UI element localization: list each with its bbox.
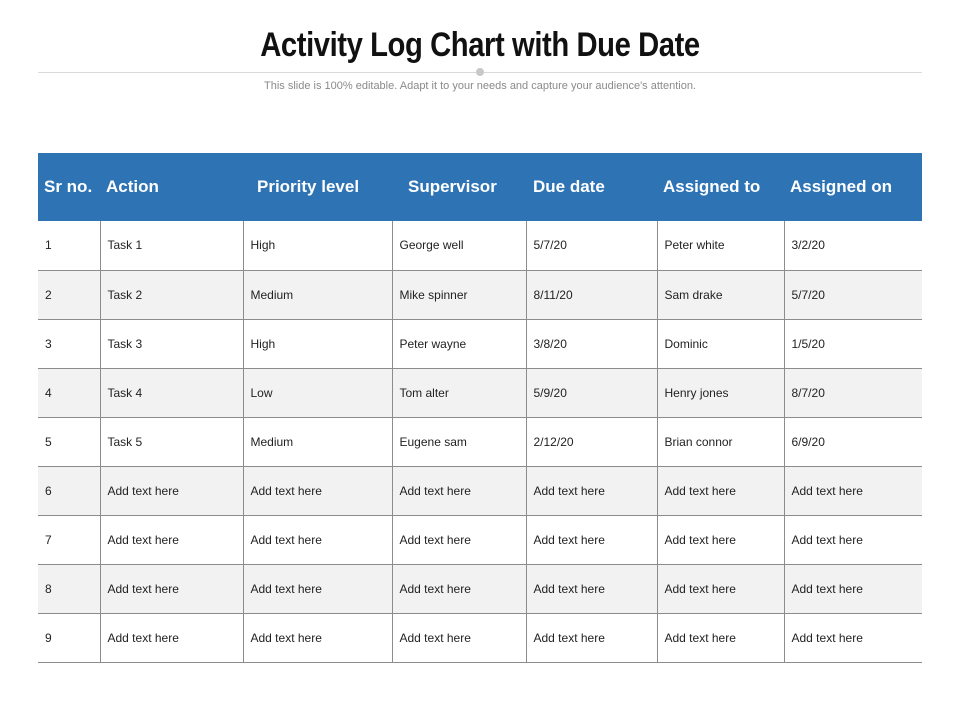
- cell-priority-level: Add text here: [243, 613, 392, 662]
- cell-sr-no: 4: [38, 368, 100, 417]
- divider-dot: [476, 68, 484, 76]
- cell-sr-no: 9: [38, 613, 100, 662]
- cell-supervisor: Peter wayne: [392, 319, 526, 368]
- table-row: [38, 466, 922, 515]
- cell-supervisor: Tom alter: [392, 368, 526, 417]
- table-row: [38, 515, 922, 564]
- cell-action: Task 4: [100, 368, 243, 417]
- table-row: [38, 417, 922, 466]
- cell-assigned-on: Add text here: [784, 515, 922, 564]
- cell-due-date: 8/11/20: [526, 270, 657, 319]
- cell-priority-level: High: [243, 221, 392, 270]
- cell-due-date: 5/9/20: [526, 368, 657, 417]
- cell-assigned-on: Add text here: [784, 466, 922, 515]
- cell-action: Task 5: [100, 417, 243, 466]
- cell-assigned-to: Add text here: [657, 515, 784, 564]
- header-assigned-on: Assigned on: [784, 153, 922, 221]
- cell-priority-level: High: [243, 319, 392, 368]
- cell-sr-no: 3: [38, 319, 100, 368]
- cell-priority-level: Add text here: [243, 564, 392, 613]
- cell-supervisor: Add text here: [392, 564, 526, 613]
- activity-log-table-container: [38, 153, 922, 663]
- cell-supervisor: Eugene sam: [392, 417, 526, 466]
- cell-priority-level: Add text here: [243, 515, 392, 564]
- cell-assigned-to: Sam drake: [657, 270, 784, 319]
- cell-due-date: Add text here: [526, 564, 657, 613]
- table-header-row: [38, 153, 922, 221]
- cell-supervisor: Mike spinner: [392, 270, 526, 319]
- slide-title: Activity Log Chart with Due Date: [260, 26, 700, 64]
- cell-sr-no: 2: [38, 270, 100, 319]
- cell-supervisor: Add text here: [392, 515, 526, 564]
- cell-action: Task 3: [100, 319, 243, 368]
- cell-assigned-on: 6/9/20: [784, 417, 922, 466]
- cell-due-date: Add text here: [526, 466, 657, 515]
- header-priority-level: Priority level: [243, 153, 392, 221]
- cell-assigned-to: Brian connor: [657, 417, 784, 466]
- table-row: [38, 319, 922, 368]
- cell-assigned-on: Add text here: [784, 564, 922, 613]
- header-due-date: Due date: [526, 153, 657, 221]
- table-body: [38, 221, 922, 662]
- cell-sr-no: 7: [38, 515, 100, 564]
- cell-assigned-on: 5/7/20: [784, 270, 922, 319]
- cell-assigned-on: Add text here: [784, 613, 922, 662]
- cell-priority-level: Low: [243, 368, 392, 417]
- header-assigned-to: Assigned to: [657, 153, 784, 221]
- cell-sr-no: 6: [38, 466, 100, 515]
- cell-priority-level: Add text here: [243, 466, 392, 515]
- table-row: [38, 564, 922, 613]
- cell-action: Add text here: [100, 466, 243, 515]
- cell-action: Add text here: [100, 613, 243, 662]
- cell-supervisor: Add text here: [392, 613, 526, 662]
- header-sr-no: Sr no.: [38, 153, 100, 221]
- cell-action: Add text here: [100, 564, 243, 613]
- table-row: [38, 613, 922, 662]
- cell-assigned-to: Add text here: [657, 564, 784, 613]
- cell-assigned-to: Henry jones: [657, 368, 784, 417]
- cell-assigned-on: 1/5/20: [784, 319, 922, 368]
- cell-priority-level: Medium: [243, 417, 392, 466]
- cell-due-date: 3/8/20: [526, 319, 657, 368]
- cell-sr-no: 5: [38, 417, 100, 466]
- cell-assigned-to: Add text here: [657, 613, 784, 662]
- cell-supervisor: George well: [392, 221, 526, 270]
- activity-log-table: [38, 153, 922, 663]
- cell-sr-no: 8: [38, 564, 100, 613]
- cell-due-date: Add text here: [526, 613, 657, 662]
- cell-assigned-to: Peter white: [657, 221, 784, 270]
- cell-assigned-to: Dominic: [657, 319, 784, 368]
- cell-action: Task 1: [100, 221, 243, 270]
- header-supervisor: Supervisor: [392, 153, 526, 221]
- cell-due-date: 2/12/20: [526, 417, 657, 466]
- slide-subtitle: This slide is 100% editable. Adapt it to your needs and capture your audience's attention.: [264, 80, 696, 92]
- cell-due-date: 5/7/20: [526, 221, 657, 270]
- cell-sr-no: 1: [38, 221, 100, 270]
- cell-assigned-on: 3/2/20: [784, 221, 922, 270]
- cell-assigned-to: Add text here: [657, 466, 784, 515]
- cell-action: Add text here: [100, 515, 243, 564]
- table-row: [38, 270, 922, 319]
- cell-priority-level: Medium: [243, 270, 392, 319]
- table-row: [38, 368, 922, 417]
- table-row: [38, 221, 922, 270]
- cell-supervisor: Add text here: [392, 466, 526, 515]
- header-action: Action: [100, 153, 243, 221]
- cell-action: Task 2: [100, 270, 243, 319]
- cell-due-date: Add text here: [526, 515, 657, 564]
- cell-assigned-on: 8/7/20: [784, 368, 922, 417]
